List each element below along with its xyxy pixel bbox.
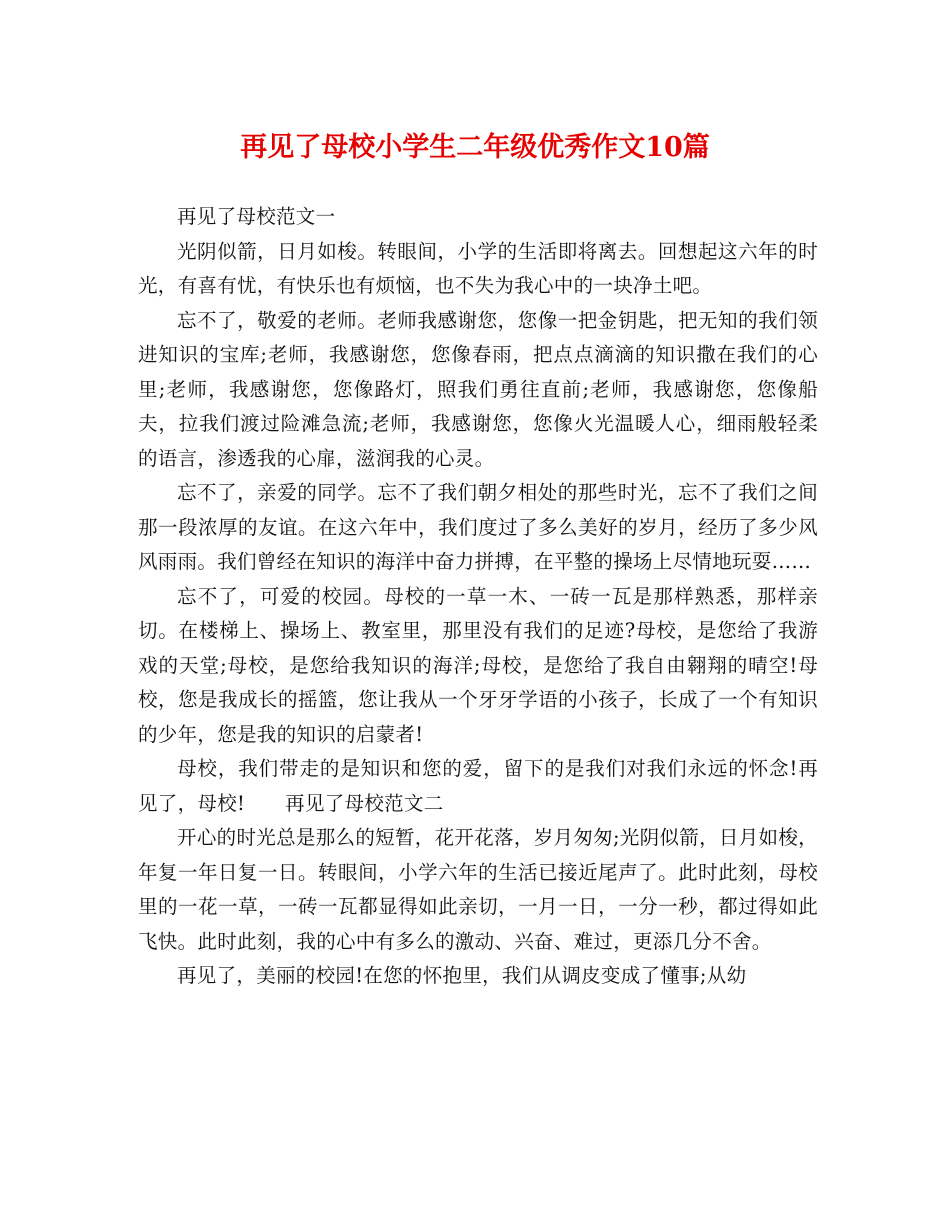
paragraph: 忘不了，敬爱的老师。老师我感谢您，您像一把金钥匙，把无知的我们领进知识的宝库;老师，我感谢您，您像春雨，把点点滴滴的知识撒在我们的心里;老师，我感谢您，您像路灯，照我们勇往直前;老师，我感谢您，您像船夫，拉我们渡过险滩急流;老师，我感谢您，您像火光温暖人心，细雨般轻柔的语言，渗透我的心扉，滋润我的心灵。 <box>138 308 818 470</box>
paragraph: 开心的时光总是那么的短暂，花开花落，岁月匆匆;光阴似箭，日月如梭，年复一年日复一日。转眼间，小学六年的生活已接近尾声了。此时此刻，母校里的一花一草，一砖一瓦都显得如此亲切，一月一日，一分一秒，都过得如此飞快。此时此刻，我的心中有多么的激动、兴奋、难过，更添几分不舍。 <box>138 826 818 953</box>
section-heading-two: 再见了母校范文二 <box>285 791 444 815</box>
paragraph: 忘不了，可爱的校园。母校的一草一木、一砖一瓦是那样熟悉，那样亲切。在楼梯上、操场上、教室里，那里没有我们的足迹?母校，是您给了我游戏的天堂;母校，是您给我知识的海洋;母校，是您给了我自由翱翔的晴空!母校，您是我成长的摇篮，您让我从一个牙牙学语的小孩子，长成了一个有知识的少年，您是我的知识的启蒙者! <box>138 584 818 746</box>
paragraph: 忘不了，亲爱的同学。忘不了我们朝夕相处的那些时光，忘不了我们之间那一段浓厚的友谊。在这六年中，我们度过了多么美好的岁月，经历了多少风风雨雨。我们曾经在知识的海洋中奋力拼搏，在平整的操场上尽情地玩耍…… <box>138 481 818 573</box>
paragraph-text: 母校，我们带走的是知识和您的爱，留下的是我们对我们永远的怀念!再见了，母校! <box>138 757 818 815</box>
paragraph: 再见了，美丽的校园!在您的怀抱里，我们从调皮变成了懂事;从幼 <box>177 964 747 987</box>
section-heading-one: 再见了母校范文一 <box>177 205 336 228</box>
paragraph-with-heading <box>138 752 818 821</box>
document-body <box>138 200 818 994</box>
paragraph: 光阴似箭，日月如梭。转眼间，小学的生活即将离去。回想起这六年的时光，有喜有忧，有快乐也有烦恼，也不失为我心中的一块净土吧。 <box>138 239 818 297</box>
document-title: 再见了母校小学生二年级优秀作文10篇 <box>240 132 710 163</box>
